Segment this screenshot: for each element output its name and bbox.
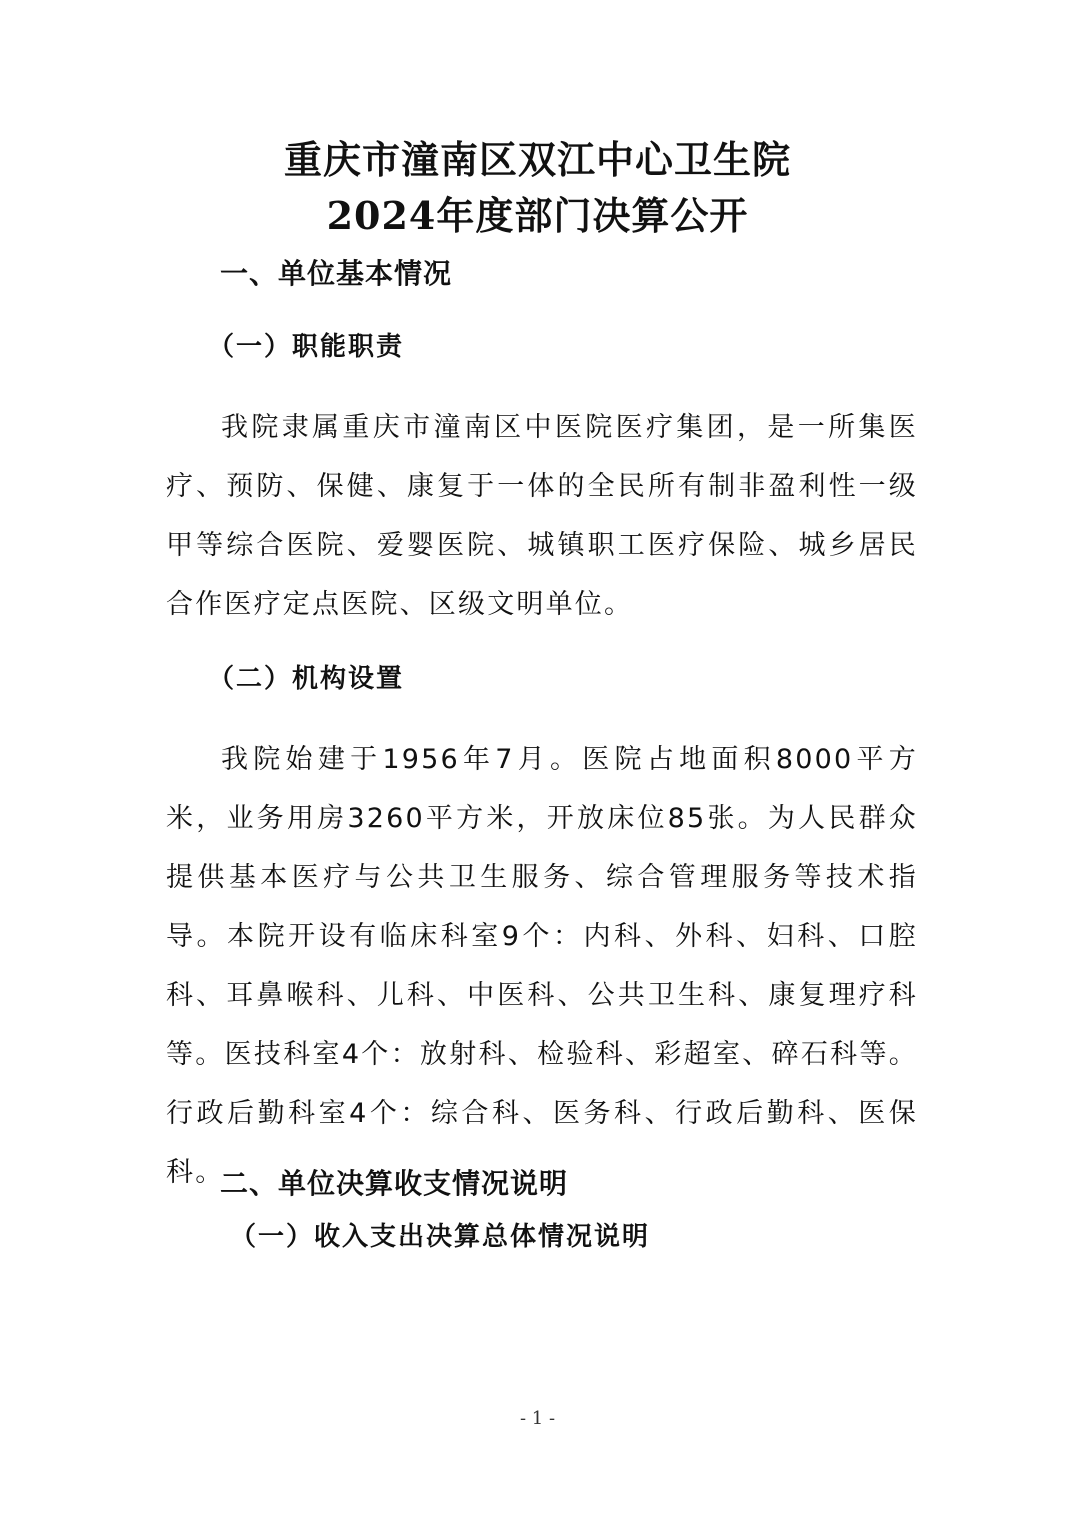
page-number: - 1 - bbox=[519, 1408, 556, 1429]
section1-sub2-heading: （二）机构设置 bbox=[208, 664, 405, 694]
document-title-line1: 重庆市潼南区双江中心卫生院 bbox=[283, 137, 791, 182]
section1-sub1-body: 我院隶属重庆市潼南区中医院医疗集团，是一所集医疗、预防、保健、康复于一体的全民所有制非盈利性一级甲等综合医院、爱婴医院、城镇职工医疗保险、城乡居民合作医疗定点医院、区级文明单位。 bbox=[166, 412, 918, 620]
section1-sub2-body: 我院始建于1956年7月。医院占地面积8000平方米，业务用房3260平方米，开放床位85张。为人民群众提供基本医疗与公共卫生服务、综合管理服务等技术指导。本院开设有临床科室9个：内科、外科、妇科、口腔科、耳鼻喉科、儿科、中医科、公共卫生科、康复理疗科等。医技科室4个：放射科、检验科、彩超室、碎石科等。行政后勤科室4个：综合科、医务科、行政后勤科、医保科。 bbox=[166, 744, 918, 1188]
section2-heading: 二、单位决算收支情况说明 bbox=[220, 1167, 569, 1200]
document-title-line2: 2024年度部门决算公开 bbox=[326, 193, 749, 238]
section1-heading: 一、单位基本情况 bbox=[220, 257, 453, 290]
section1-sub1-heading: （一）职能职责 bbox=[208, 332, 405, 362]
section2-sub1-heading: （一）收入支出决算总体情况说明 bbox=[230, 1222, 651, 1252]
